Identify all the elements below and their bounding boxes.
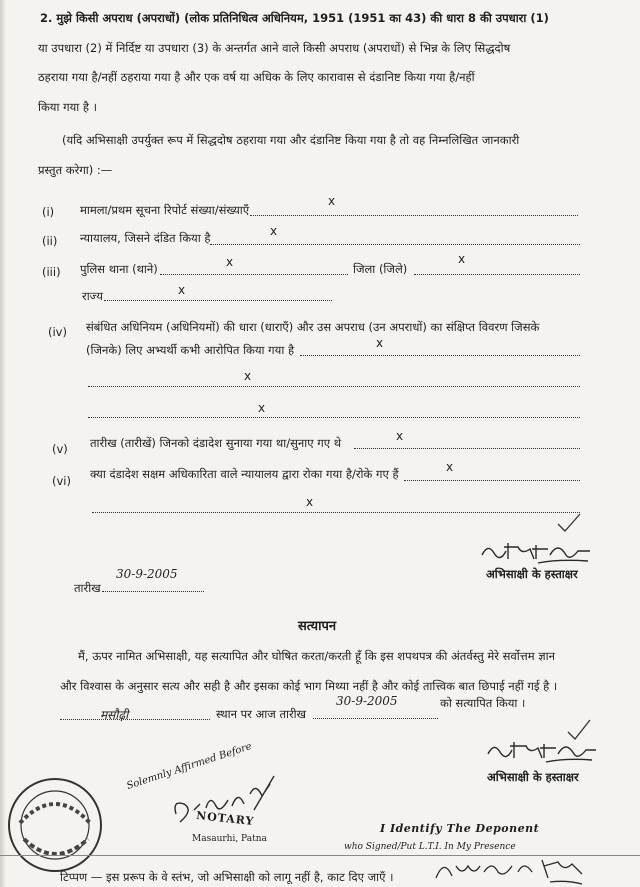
item-iv-blank-1 (300, 355, 580, 356)
item-v-number: (v) (52, 442, 68, 456)
state-blank (104, 300, 332, 301)
item-vi-blank-2 (92, 512, 580, 513)
item-ii-label: न्यायालय, जिसने दंडित किया है (80, 231, 211, 245)
item-iii-label: पुलिस थाना (थाने) (80, 262, 158, 276)
note-line1: (यदि अभिसाक्षी उपर्युक्त रूप में सिद्धदोष ठहराया गया और दंडानिष्ट किया गया है तो वह निम्नलिखित जानकारी (62, 133, 520, 147)
notary-place: Masaurhi, Patna (192, 834, 267, 844)
item-v-blank (354, 448, 580, 449)
place-text: स्थान पर आज तारीख (216, 707, 307, 721)
page-edge-shadow (0, 0, 6, 887)
clause2-line4: किया गया है । (38, 100, 98, 114)
item-iv-line2: (जिनके) लिए अभ्यर्थी कभी आरोपित किया गया है (86, 343, 295, 357)
item-iv-cross-2: x (244, 369, 252, 383)
clause2-line2: या उपधारा (2) में निर्दिष्ट या उपधारा (3) के अन्तर्गत आने वाले किसी अपराध (अपराधों) से भिन्न के लिए सिद्धदोष (38, 41, 511, 55)
item-vi-blank (404, 480, 580, 481)
notary-title: NOTARY (195, 808, 255, 829)
item-iv-blank-2 (88, 386, 580, 387)
deponent-signature-1 (478, 535, 598, 571)
item-iv-line1: संबंधित अधिनियम (अधिनियमों) की धारा (धाराएँ) और उस अपराध (उन अपराधों) का संक्षिप्त विवरण जिसके (86, 320, 540, 334)
item-vi-cross: x (446, 460, 454, 474)
verification-title: सत्यापन (298, 619, 337, 634)
item-i-number: (i) (42, 205, 55, 219)
item-ii-cross: x (270, 224, 278, 238)
item-ii-blank (210, 244, 580, 245)
item-iii-blank (160, 274, 348, 275)
item-i-cross: x (328, 194, 336, 208)
verification-line1: मैं, ऊपर नामित अभिसाक्षी, यह सत्यापित और घोषित करता/करती हूँ कि इस शपथपत्र की अंतर्वस्तु मेरे सर्वोत्तम ज्ञान (78, 649, 555, 663)
advocate-signature (432, 852, 602, 886)
item-v-label: तारीख (तारीखें) जिनको दंडादेश सुनाया गया था/सुनाए गए थे (90, 436, 342, 450)
item-iii-cross: x (226, 255, 234, 269)
verified-text: को सत्यापित किया । (440, 696, 526, 710)
item-i-blank (250, 215, 578, 216)
item-iii-number: (iii) (42, 265, 61, 279)
round-notary-seal-icon (0, 765, 140, 875)
signature-label-2: अभिसाक्षी के हस्ताक्षर (487, 770, 579, 784)
item-vi-number: (vi) (52, 474, 71, 488)
note-line2: प्रस्तुत करेगा) :— (38, 163, 113, 177)
item-i-label: मामला/प्रथम सूचना रिपोर्ट संख्या/संख्याएँ (80, 203, 250, 217)
check-mark-icon (556, 512, 582, 534)
item-v-cross: x (396, 429, 404, 443)
clause2-line3: ठहराया गया है/नहीं ठहराया गया है और एक वर्ष या अधिक के लिए कारावास से दंडानिष्ट किया गया है/नहीं (38, 70, 475, 84)
item-iii-district-cross: x (458, 252, 466, 266)
item-ii-number: (ii) (42, 234, 58, 248)
item-vi-cross-2: x (306, 495, 314, 509)
seal-text: Solemnly Affirmed Before (125, 741, 254, 792)
footer-note: टिप्पण — इस प्ररूप के वे स्तंभ, जो अभिसाक्षी को लागू नहीं है, काट दिए जाएँ । (60, 870, 394, 884)
date-blank (102, 591, 204, 592)
date-label: तारीख (74, 581, 101, 595)
identify-line1: I Identify The Deponent (380, 822, 540, 835)
item-iii-district-blank (414, 274, 580, 275)
item-iii-district-label: जिला (जिले) (353, 262, 408, 276)
item-iv-cross-3: x (258, 401, 266, 415)
clause2-line1: 2. मुझे किसी अपराध (अपराधों) (लोक प्रतिनिधित्व अधिनियम, 1951 (1951 का 43) की धारा 8 की उपधारा (1) (40, 11, 549, 25)
state-label: राज्य (82, 289, 103, 303)
place-blank (60, 719, 210, 720)
place-value: मसौढ़ी (100, 708, 129, 722)
item-iv-number: (iv) (48, 325, 67, 339)
item-iv-blank-3 (88, 417, 580, 418)
date-value: 30-9-2005 (116, 567, 178, 581)
item-vi-label: क्या दंडादेश सक्षम अधिकारिता वाले न्यायालय द्वारा रोका गया है/रोके गए हैं (90, 467, 399, 481)
deponent-signature-2 (484, 736, 600, 770)
state-cross: x (178, 283, 186, 297)
verification-line2: और विश्वास के अनुसार सत्य और सही है और इसका कोई भाग मिथ्या नहीं है और कोई तात्त्विक बात छिपाई नहीं गई है । (60, 679, 558, 693)
verify-date-blank (313, 718, 438, 719)
identify-line2: who Signed/Put L.T.I. In My Presence (344, 842, 516, 852)
item-iv-cross-1: x (376, 336, 384, 350)
signature-label-1: अभिसाक्षी के हस्ताक्षर (486, 567, 578, 581)
verify-date-value: 30-9-2005 (336, 694, 398, 708)
